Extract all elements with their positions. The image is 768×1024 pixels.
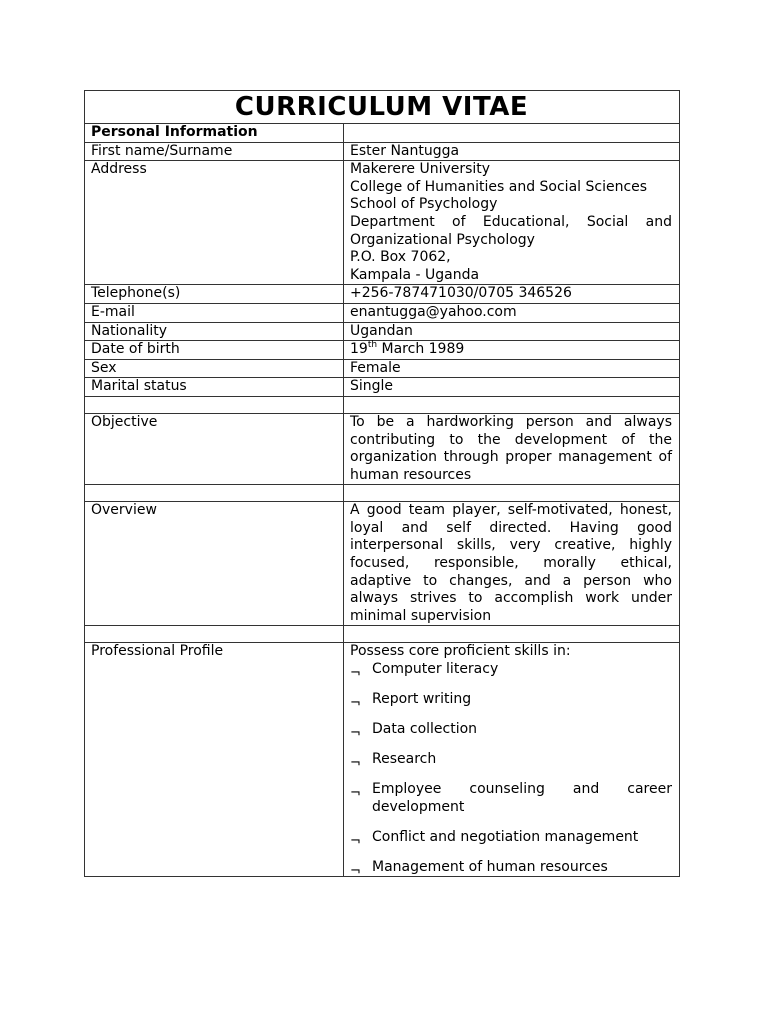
skill-text: Report writing [372,691,472,708]
telephone-label: Telephone(s) [85,285,344,304]
spacer-row [85,626,680,643]
dob-day: 19 [350,341,368,358]
skill-item [350,781,672,816]
dob-suffix: th [367,340,378,351]
profile-intro: Possess core proficient skills in: [350,643,571,660]
cv-table [84,90,680,877]
bullet-icon: ¬ [350,785,361,801]
address-line: Makerere University [350,161,491,178]
marital-row [85,378,680,397]
sex-row [85,359,680,378]
objective-row [85,413,680,484]
profile-content [344,643,680,877]
empty-cell [344,124,680,143]
address-value [344,161,680,285]
nationality-value: Ugandan [344,322,680,341]
skill-text: Conflict and negotiation management [372,828,639,845]
skill-text: Data collection [372,721,478,737]
telephone-value: +256-787471030/0705 346526 [344,285,680,304]
dob-month-year: March 1989 [377,341,465,358]
telephone-row [85,285,680,304]
section-heading-row [85,124,680,143]
skill-text: Employee counseling and career development [372,780,672,815]
empty-cell [85,626,344,643]
title-row [85,91,680,124]
address-row [85,161,680,285]
marital-value: Single [344,378,680,397]
overview-label: Overview [85,502,344,626]
nationality-row [85,322,680,341]
marital-label: Marital status [85,378,344,397]
address-line: Kampala - Uganda [350,266,480,283]
email-row [85,303,680,322]
address-line: School of Psychology [350,196,498,213]
name-row [85,142,680,161]
empty-cell [344,396,680,413]
email-label: E-mail [85,303,344,322]
overview-text: A good team player, self-motivated, honest, loyal and self directed. Having good interpersonal skills, very creative, highly focused, responsible, morally ethical, adaptive to changes, and a person who always strives to accomplish work under minimal supervision [344,502,680,626]
sex-label: Sex [85,359,344,378]
skill-text: Computer literacy [372,661,499,678]
spacer-row [85,396,680,413]
empty-cell [344,626,680,643]
bullet-icon: ¬ [350,863,361,879]
section-heading: Personal Information [85,124,344,143]
name-value: Ester Nantugga [344,142,680,161]
spacer-row [85,485,680,502]
sex-value: Female [344,359,680,378]
bullet-icon: ¬ [350,666,361,682]
skill-item [350,661,672,682]
skill-item [350,751,672,769]
email-value: enantugga@yahoo.com [344,303,680,322]
bullet-icon: ¬ [350,833,361,849]
empty-cell [344,485,680,502]
address-line: P.O. Box 7062, [350,249,451,266]
dob-row [85,341,680,360]
skill-item [350,691,672,712]
address-line: Department of Educational, Social and [350,213,672,230]
overview-row [85,502,680,626]
objective-text: To be a hardworking person and always contributing to the development of the organization through proper management of human resources [344,413,680,484]
nationality-label: Nationality [85,322,344,341]
dob-label: Date of birth [85,341,344,360]
skill-item [350,721,672,739]
name-label: First name/Surname [85,142,344,161]
address-line: Organizational Psychology [350,231,535,248]
dob-value [344,341,680,360]
skill-text: Research [372,750,437,767]
objective-label: Objective [85,413,344,484]
bullet-icon: ¬ [350,726,361,741]
skill-text: Management of human resources [372,858,608,875]
profile-label: Professional Profile [85,643,344,877]
skill-item [350,859,672,877]
bullet-icon: ¬ [350,755,361,771]
skill-item [350,829,672,847]
document-title: CURRICULUM VITAE [85,91,680,124]
empty-cell [85,485,344,502]
address-line: College of Humanities and Social Sciences [350,178,648,195]
bullet-icon: ¬ [350,696,361,712]
profile-row [85,643,680,877]
empty-cell [85,396,344,413]
address-label: Address [85,161,344,285]
